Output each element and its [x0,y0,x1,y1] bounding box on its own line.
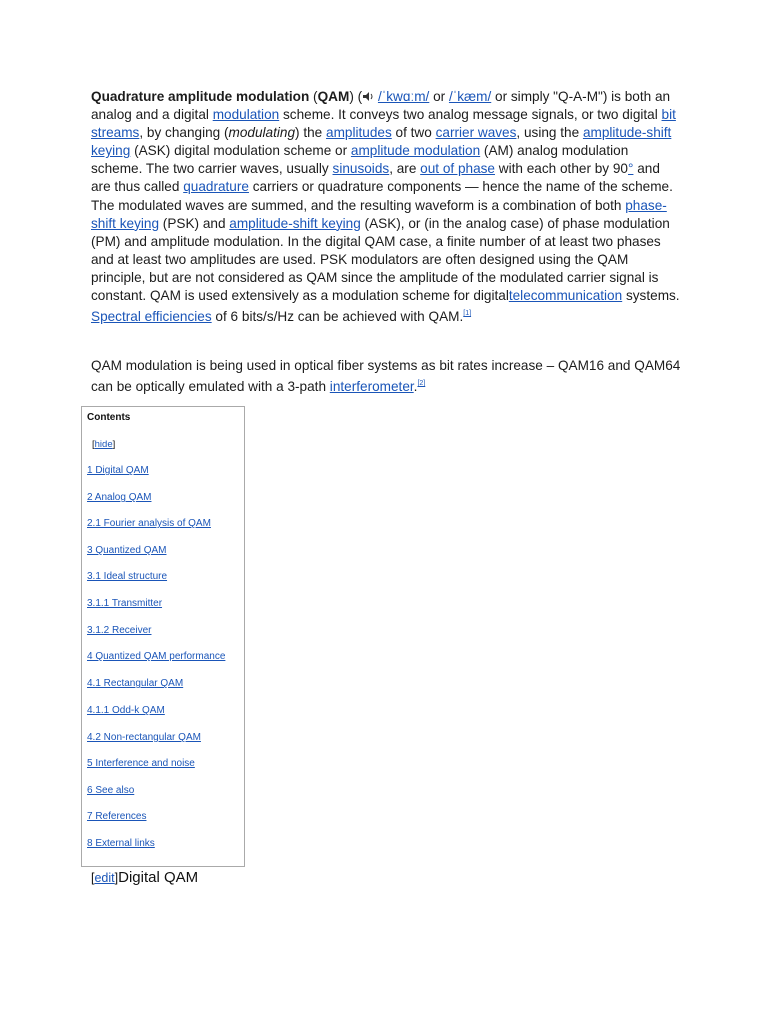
text-segment: systems. [622,288,680,304]
toc-link-external-links[interactable]: 8 External links [87,838,155,849]
text-segment: carriers or quadrature components — hence the name of the scheme. The modulated waves are summed, and the resulting waveform is a combination of both [91,179,673,213]
link-phase-shift-keying[interactable]: phase-shift keying [91,197,667,231]
link-modulation[interactable]: modulation [212,107,280,123]
reference-2-link[interactable]: [2] [417,380,426,388]
optical-paragraph [91,357,683,396]
text-segment: ) ( [349,89,363,104]
bracket: [ [92,439,95,450]
toc-link-ideal-structure[interactable]: 3.1 Ideal structure [87,571,168,582]
link-degree[interactable]: ° [628,161,634,177]
text-segment: (PSK) and [159,215,230,231]
article-abbr: QAM [317,89,350,104]
text-segment: of two [391,125,436,141]
link-telecommunication[interactable]: telecommunication [508,288,623,304]
section-title: Digital QAM [118,869,199,886]
toc-hide-link[interactable]: hide [94,439,113,450]
bracket: ] [114,871,119,885]
link-amplitudes[interactable]: amplitudes [326,125,392,141]
link-bit-streams[interactable]: bit streams [91,107,676,141]
link-amplitude-modulation[interactable]: amplitude modulation [350,143,481,159]
text-segment: , using the [516,125,583,141]
section-heading-digital-qam [91,869,198,886]
toc-item [87,785,134,797]
toc-item [87,705,165,717]
text-segment: scheme. It conveys two analog message signals, or two digital [279,107,662,123]
text-segment: or simply "Q-A-M") is both an analog and a digital [91,89,671,123]
link-out-of-phase[interactable]: out of phase [420,161,495,177]
toc-link-quantized-qam[interactable]: 3 Quantized QAM [87,545,167,556]
toc-item [87,571,167,583]
article-term: Quadrature amplitude modulation [91,89,310,104]
toc-link-fourier-analysis[interactable]: 2.1 Fourier analysis of QAM [87,518,211,529]
toc-item [87,811,146,823]
toc-item [87,598,162,610]
text-segment: (AM) analog modulation scheme. The two carrier waves, usually [91,143,629,177]
toc-link-see-also[interactable]: 6 See also [87,785,135,796]
toc-item [87,518,211,530]
toc-item [87,732,201,744]
text-segment: , by changing ( [139,125,229,141]
speaker-icon[interactable] [362,89,374,100]
toc-title: Contents [87,412,131,423]
table-of-contents [81,406,245,867]
reference-1-link[interactable]: [1] [463,310,472,318]
toc-item [87,651,225,663]
ipa-link-2[interactable]: /ˈkæm/ [448,89,492,104]
toc-link-transmitter[interactable]: 3.1.1 Transmitter [87,598,163,609]
toc-link-rectangular-qam[interactable]: 4.1 Rectangular QAM [87,678,184,689]
text-segment: (ASK) digital modulation scheme or [130,143,351,159]
toc-link-non-rectangular-qam[interactable]: 4.2 Non-rectangular QAM [87,732,201,743]
intro-paragraph [91,88,683,326]
text-segment: QAM modulation is being used in optical fiber systems as bit rates increase – QAM16 and QAM64 can be optically emulated with a 3-path [91,358,681,395]
toc-item [87,678,183,690]
text-segment: of 6 bits/s/Hz can be achieved with QAM. [211,309,464,325]
toc-link-references[interactable]: 7 References [87,811,147,822]
text-segment: ( [309,89,318,104]
link-amplitude-shift-keying[interactable]: amplitude-shift keying [91,125,672,159]
toc-item [87,545,166,557]
toc-item [87,625,151,637]
text-segment: , are [389,161,421,177]
link-interferometer[interactable]: interferometer [329,379,414,395]
text-segment: (ASK), or (in the analog case) of phase modulation (PM) and amplitude modulation. In the digital QAM case, a finite number of at least two phases and at least two amplitudes are used. PSK modulators are often designed using the QAM principle, but are not considered as QAM since the amplitude of the modulated carrier signal is constant. QAM is used extensively as a modulation scheme for digital [91,215,670,304]
toc-link-odd-k-qam[interactable]: 4.1.1 Odd-k QAM [87,705,165,716]
link-sinusoids[interactable]: sinusoids [332,161,390,177]
text-segment: with each other by 90 [495,161,628,177]
text-segment: ) the [295,125,327,141]
toc-item [87,758,195,770]
ipa-link-1[interactable]: /ˈkwɑːm/ [377,89,430,104]
toc-item [87,838,155,850]
toc-item [87,465,149,477]
toc-link-receiver[interactable]: 3.1.2 Receiver [87,625,152,636]
link-amplitude-shift-keying-2[interactable]: amplitude-shift keying [229,215,361,231]
edit-section [91,871,118,885]
toc-link-interference-noise[interactable]: 5 Interference and noise [87,758,195,769]
link-quadrature[interactable]: quadrature [183,179,249,195]
text-segment: . [413,379,418,395]
toc-hide-toggle [92,439,115,450]
link-spectral-efficiencies[interactable]: Spectral efficiencies [91,309,212,325]
link-carrier-waves[interactable]: carrier waves [435,125,517,141]
toc-link-analog-qam[interactable]: 2 Analog QAM [87,492,152,503]
bracket: [ [91,871,95,885]
text-segment: or [429,89,449,104]
bracket: ] [112,439,116,450]
toc-link-quantized-qam-performance[interactable]: 4 Quantized QAM performance [87,651,226,662]
modulating-emphasis: modulating [228,125,296,141]
toc-link-digital-qam[interactable]: 1 Digital QAM [87,465,149,476]
edit-link[interactable]: edit [94,871,115,885]
text-segment: and are thus called [91,161,660,195]
toc-item [87,492,151,504]
